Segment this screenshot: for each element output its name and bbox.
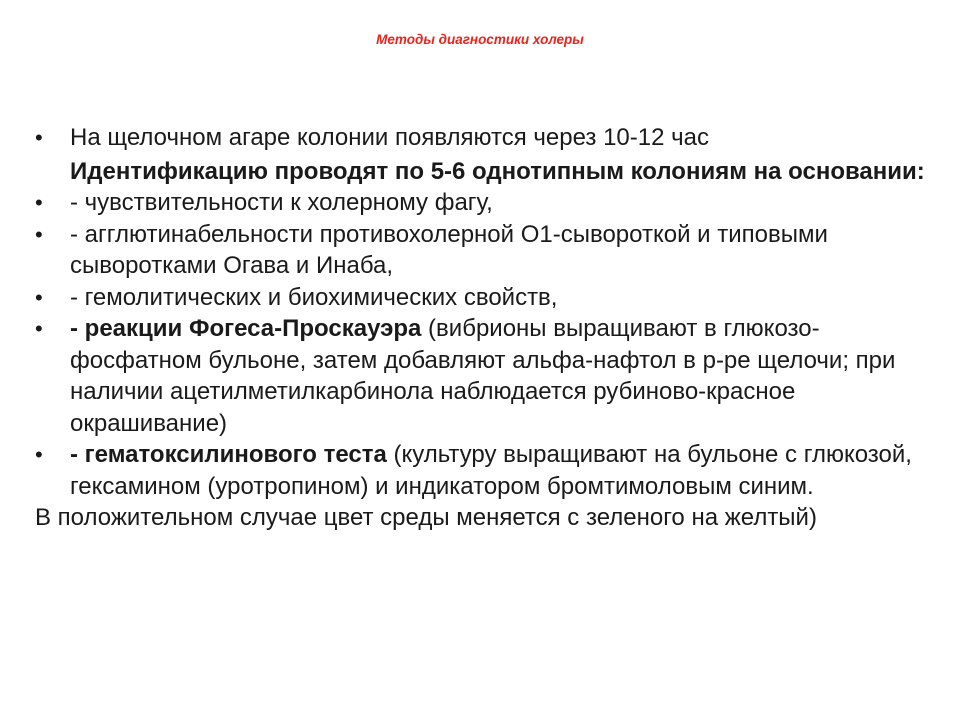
bullet-icon: •	[35, 284, 43, 310]
bullet-icon: •	[35, 125, 43, 150]
list-item-bold-text: - гематоксилинового теста	[70, 441, 387, 468]
list-item	[35, 439, 925, 502]
list-item-text: (вибрионы выращивают в глюкозо-фосфатном бульоне, затем добавляют альфа-нафтол в р-ре щелочи; при наличии ацетилметилкарбинола наблюдается рубиново-красное окрашивание)	[70, 315, 896, 437]
identification-heading-text: Идентификацию проводят по 5-6 однотипным колониям на основании:	[70, 157, 925, 185]
list-item	[35, 219, 925, 282]
conclusion-paragraph	[35, 502, 925, 534]
bullet-icon: •	[35, 190, 43, 215]
bullet-icon: •	[35, 221, 43, 247]
list-item	[35, 313, 925, 439]
identification-heading	[35, 156, 925, 188]
slide-title: Методы диагностики холеры	[376, 32, 584, 47]
list-item-text: - чувствительности к холерному фагу,	[70, 189, 493, 216]
list-item-bold-text: - реакции Фогеса-Проскауэра	[70, 315, 422, 342]
slide-content	[35, 122, 925, 534]
list-item	[35, 187, 925, 219]
list-item	[35, 122, 925, 154]
list-item-text: - гемолитических и биохимических свойств,	[70, 283, 558, 311]
list-item-text: (культуру выращивают на бульоне с глюкозой, гексамином (уротропином) и индикатором бромтимоловым синим.	[70, 441, 912, 500]
conclusion-text: В положительном случае цвет среды меняется с зеленого на желтый)	[35, 504, 817, 531]
list-item	[35, 282, 925, 314]
list-item-text: На щелочном агаре колонии появляются через 10-12 час	[70, 124, 709, 151]
list-item-text: - агглютинабельности противохолерной О1-сывороткой и типовыми сыворотками Огава и Инаба,	[70, 220, 828, 279]
bullet-icon: •	[35, 316, 43, 341]
bullet-icon: •	[35, 442, 43, 467]
